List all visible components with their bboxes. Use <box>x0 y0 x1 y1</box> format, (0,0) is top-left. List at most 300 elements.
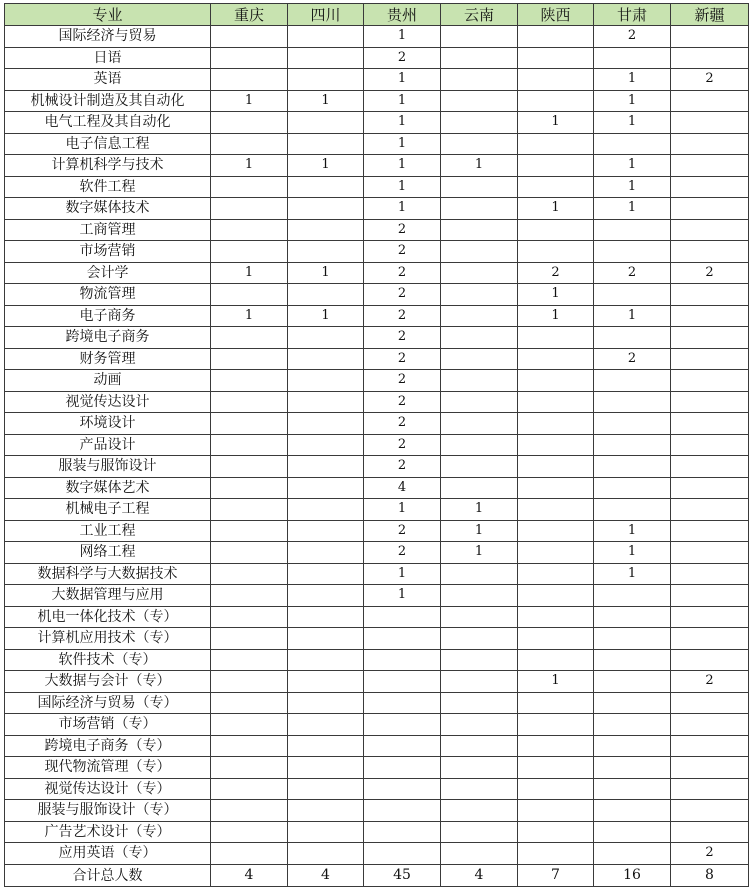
count-cell <box>671 26 749 48</box>
count-cell <box>671 348 749 370</box>
count-cell <box>594 800 671 822</box>
count-cell <box>671 585 749 607</box>
count-cell <box>594 456 671 478</box>
count-cell: 2 <box>594 262 671 284</box>
major-name-cell: 环境设计 <box>5 413 211 435</box>
table-row <box>5 391 749 413</box>
count-cell: 2 <box>518 262 594 284</box>
header-guizhou: 贵州 <box>364 4 441 26</box>
count-cell <box>441 778 518 800</box>
count-cell <box>441 649 518 671</box>
table-row <box>5 327 749 349</box>
count-cell <box>518 370 594 392</box>
total-cell: 45 <box>364 864 441 886</box>
count-cell <box>671 176 749 198</box>
count-cell <box>441 305 518 327</box>
count-cell: 1 <box>594 520 671 542</box>
count-cell <box>594 499 671 521</box>
table-row <box>5 649 749 671</box>
count-cell: 1 <box>288 262 364 284</box>
count-cell <box>211 757 288 779</box>
count-cell <box>441 413 518 435</box>
count-cell <box>211 563 288 585</box>
count-cell <box>288 477 364 499</box>
count-cell <box>211 176 288 198</box>
count-cell <box>441 606 518 628</box>
count-cell <box>211 800 288 822</box>
count-cell <box>441 671 518 693</box>
count-cell <box>441 69 518 91</box>
count-cell: 1 <box>594 155 671 177</box>
count-cell: 1 <box>364 133 441 155</box>
count-cell <box>364 606 441 628</box>
count-cell <box>594 477 671 499</box>
count-cell <box>671 563 749 585</box>
count-cell <box>441 821 518 843</box>
count-cell <box>441 585 518 607</box>
count-cell <box>441 843 518 865</box>
enrollment-table-container <box>4 3 748 887</box>
major-name-cell: 现代物流管理（专） <box>5 757 211 779</box>
count-cell <box>288 757 364 779</box>
count-cell <box>211 370 288 392</box>
count-cell <box>671 477 749 499</box>
count-cell <box>518 26 594 48</box>
count-cell <box>671 219 749 241</box>
major-name-cell: 财务管理 <box>5 348 211 370</box>
total-cell: 7 <box>518 864 594 886</box>
major-name-cell: 动画 <box>5 370 211 392</box>
count-cell <box>364 714 441 736</box>
count-cell <box>671 327 749 349</box>
count-cell <box>288 456 364 478</box>
total-label: 合计总人数 <box>5 864 211 886</box>
table-row <box>5 219 749 241</box>
table-row <box>5 735 749 757</box>
count-cell <box>288 219 364 241</box>
count-cell <box>364 628 441 650</box>
count-cell <box>211 499 288 521</box>
count-cell <box>288 692 364 714</box>
count-cell <box>288 391 364 413</box>
major-name-cell: 计算机应用技术（专） <box>5 628 211 650</box>
count-cell <box>211 778 288 800</box>
count-cell <box>441 133 518 155</box>
count-cell <box>518 456 594 478</box>
count-cell <box>671 692 749 714</box>
count-cell <box>518 714 594 736</box>
count-cell <box>671 821 749 843</box>
header-yunnan: 云南 <box>441 4 518 26</box>
table-row <box>5 628 749 650</box>
count-cell: 1 <box>364 26 441 48</box>
table-row <box>5 305 749 327</box>
count-cell <box>288 606 364 628</box>
count-cell <box>288 47 364 69</box>
count-cell <box>671 649 749 671</box>
count-cell: 1 <box>594 69 671 91</box>
major-name-cell: 软件工程 <box>5 176 211 198</box>
count-cell <box>518 585 594 607</box>
count-cell: 1 <box>364 90 441 112</box>
count-cell: 2 <box>364 370 441 392</box>
count-cell: 1 <box>594 563 671 585</box>
count-cell <box>518 800 594 822</box>
count-cell: 1 <box>211 305 288 327</box>
major-name-cell: 机械设计制造及其自动化 <box>5 90 211 112</box>
count-cell <box>441 714 518 736</box>
table-row <box>5 284 749 306</box>
major-name-cell: 机电一体化技术（专） <box>5 606 211 628</box>
count-cell <box>441 456 518 478</box>
table-row <box>5 692 749 714</box>
count-cell <box>518 391 594 413</box>
count-cell <box>288 370 364 392</box>
count-cell <box>594 649 671 671</box>
count-cell <box>288 69 364 91</box>
count-cell <box>671 90 749 112</box>
major-name-cell: 市场营销（专） <box>5 714 211 736</box>
count-cell <box>518 47 594 69</box>
table-row <box>5 542 749 564</box>
count-cell <box>288 434 364 456</box>
table-row <box>5 456 749 478</box>
count-cell <box>441 90 518 112</box>
table-row <box>5 563 749 585</box>
count-cell <box>518 133 594 155</box>
table-row <box>5 241 749 263</box>
count-cell <box>594 133 671 155</box>
count-cell <box>518 735 594 757</box>
count-cell <box>671 413 749 435</box>
count-cell <box>594 843 671 865</box>
count-cell <box>441 434 518 456</box>
count-cell <box>211 477 288 499</box>
major-name-cell: 工业工程 <box>5 520 211 542</box>
count-cell <box>288 198 364 220</box>
count-cell <box>288 520 364 542</box>
table-row <box>5 262 749 284</box>
table-row <box>5 606 749 628</box>
count-cell: 2 <box>364 348 441 370</box>
major-name-cell: 国际经济与贸易（专） <box>5 692 211 714</box>
count-cell <box>671 241 749 263</box>
count-cell <box>364 800 441 822</box>
header-chongqing: 重庆 <box>211 4 288 26</box>
table-row <box>5 112 749 134</box>
count-cell: 1 <box>594 112 671 134</box>
table-row <box>5 198 749 220</box>
header-gansu: 甘肃 <box>594 4 671 26</box>
major-name-cell: 电气工程及其自动化 <box>5 112 211 134</box>
count-cell: 1 <box>594 305 671 327</box>
count-cell <box>671 499 749 521</box>
table-row <box>5 370 749 392</box>
count-cell <box>364 757 441 779</box>
count-cell <box>211 542 288 564</box>
count-cell <box>211 843 288 865</box>
count-cell <box>518 176 594 198</box>
count-cell <box>441 692 518 714</box>
table-row <box>5 843 749 865</box>
table-row <box>5 757 749 779</box>
count-cell <box>518 219 594 241</box>
count-cell: 1 <box>211 155 288 177</box>
count-cell <box>441 757 518 779</box>
count-cell <box>594 327 671 349</box>
count-cell <box>441 327 518 349</box>
major-name-cell: 跨境电子商务 <box>5 327 211 349</box>
count-cell <box>518 649 594 671</box>
count-cell <box>518 477 594 499</box>
count-cell <box>518 563 594 585</box>
table-row <box>5 671 749 693</box>
header-xinjiang: 新疆 <box>671 4 749 26</box>
table-row <box>5 821 749 843</box>
count-cell <box>288 26 364 48</box>
major-name-cell: 机械电子工程 <box>5 499 211 521</box>
table-row <box>5 155 749 177</box>
count-cell <box>671 47 749 69</box>
major-name-cell: 网络工程 <box>5 542 211 564</box>
major-name-cell: 软件技术（专） <box>5 649 211 671</box>
count-cell <box>441 735 518 757</box>
major-name-cell: 日语 <box>5 47 211 69</box>
count-cell <box>441 348 518 370</box>
major-name-cell: 跨境电子商务（专） <box>5 735 211 757</box>
count-cell: 2 <box>671 69 749 91</box>
count-cell <box>594 692 671 714</box>
count-cell <box>211 735 288 757</box>
count-cell <box>288 671 364 693</box>
count-cell <box>671 800 749 822</box>
count-cell <box>441 391 518 413</box>
count-cell <box>518 90 594 112</box>
count-cell <box>671 112 749 134</box>
header-major: 专业 <box>5 4 211 26</box>
count-cell <box>518 843 594 865</box>
total-cell: 4 <box>288 864 364 886</box>
count-cell: 1 <box>364 155 441 177</box>
count-cell: 1 <box>364 112 441 134</box>
table-body <box>5 26 749 865</box>
count-cell <box>441 563 518 585</box>
count-cell: 1 <box>211 90 288 112</box>
total-row <box>5 864 749 886</box>
count-cell: 2 <box>364 219 441 241</box>
major-name-cell: 视觉传达设计（专） <box>5 778 211 800</box>
count-cell: 1 <box>594 198 671 220</box>
count-cell <box>518 821 594 843</box>
count-cell <box>211 47 288 69</box>
count-cell <box>288 348 364 370</box>
count-cell <box>211 198 288 220</box>
count-cell <box>671 606 749 628</box>
count-cell <box>594 413 671 435</box>
count-cell: 2 <box>364 241 441 263</box>
major-name-cell: 英语 <box>5 69 211 91</box>
table-row <box>5 69 749 91</box>
count-cell <box>518 69 594 91</box>
count-cell <box>671 155 749 177</box>
count-cell: 2 <box>364 391 441 413</box>
total-cell: 8 <box>671 864 749 886</box>
header-shaanxi: 陕西 <box>518 4 594 26</box>
count-cell: 1 <box>211 262 288 284</box>
count-cell <box>594 778 671 800</box>
table-row <box>5 348 749 370</box>
count-cell: 1 <box>288 90 364 112</box>
count-cell <box>441 262 518 284</box>
count-cell: 1 <box>518 671 594 693</box>
count-cell <box>671 714 749 736</box>
count-cell: 4 <box>364 477 441 499</box>
count-cell: 1 <box>364 499 441 521</box>
count-cell <box>288 241 364 263</box>
table-row <box>5 434 749 456</box>
count-cell <box>671 628 749 650</box>
count-cell <box>441 26 518 48</box>
count-cell <box>594 757 671 779</box>
count-cell <box>441 241 518 263</box>
table-row <box>5 714 749 736</box>
count-cell <box>441 477 518 499</box>
major-name-cell: 会计学 <box>5 262 211 284</box>
count-cell: 1 <box>441 155 518 177</box>
count-cell <box>441 628 518 650</box>
major-name-cell: 产品设计 <box>5 434 211 456</box>
count-cell <box>211 606 288 628</box>
count-cell <box>518 155 594 177</box>
count-cell: 1 <box>364 69 441 91</box>
major-name-cell: 数字媒体技术 <box>5 198 211 220</box>
count-cell <box>364 735 441 757</box>
major-name-cell: 服装与服饰设计（专） <box>5 800 211 822</box>
count-cell: 2 <box>364 284 441 306</box>
count-cell <box>594 606 671 628</box>
table-row <box>5 133 749 155</box>
count-cell <box>671 542 749 564</box>
count-cell <box>288 542 364 564</box>
count-cell <box>364 821 441 843</box>
count-cell <box>211 628 288 650</box>
count-cell: 2 <box>594 348 671 370</box>
header-row <box>5 4 749 26</box>
count-cell <box>364 649 441 671</box>
count-cell <box>671 778 749 800</box>
count-cell: 2 <box>364 47 441 69</box>
table-row <box>5 26 749 48</box>
major-name-cell: 广告艺术设计（专） <box>5 821 211 843</box>
count-cell: 2 <box>364 434 441 456</box>
header-sichuan: 四川 <box>288 4 364 26</box>
count-cell <box>594 628 671 650</box>
table-row <box>5 413 749 435</box>
count-cell <box>211 692 288 714</box>
count-cell <box>364 843 441 865</box>
count-cell <box>671 284 749 306</box>
count-cell <box>288 778 364 800</box>
count-cell <box>594 370 671 392</box>
count-cell <box>441 112 518 134</box>
count-cell <box>288 800 364 822</box>
count-cell <box>594 47 671 69</box>
major-name-cell: 国际经济与贸易 <box>5 26 211 48</box>
total-cell: 4 <box>441 864 518 886</box>
count-cell: 2 <box>671 262 749 284</box>
count-cell: 1 <box>594 542 671 564</box>
table-row <box>5 520 749 542</box>
total-cell: 4 <box>211 864 288 886</box>
count-cell <box>441 370 518 392</box>
count-cell <box>211 284 288 306</box>
count-cell <box>211 219 288 241</box>
count-cell <box>288 585 364 607</box>
count-cell <box>211 821 288 843</box>
count-cell <box>518 778 594 800</box>
count-cell <box>594 585 671 607</box>
major-name-cell: 服装与服饰设计 <box>5 456 211 478</box>
count-cell <box>211 649 288 671</box>
major-name-cell: 市场营销 <box>5 241 211 263</box>
count-cell: 1 <box>594 90 671 112</box>
major-name-cell: 数据科学与大数据技术 <box>5 563 211 585</box>
count-cell <box>211 585 288 607</box>
count-cell <box>211 133 288 155</box>
count-cell <box>671 370 749 392</box>
count-cell <box>211 391 288 413</box>
count-cell <box>594 821 671 843</box>
count-cell <box>518 499 594 521</box>
count-cell: 1 <box>518 305 594 327</box>
count-cell <box>441 284 518 306</box>
major-name-cell: 应用英语（专） <box>5 843 211 865</box>
major-name-cell: 物流管理 <box>5 284 211 306</box>
count-cell <box>671 133 749 155</box>
count-cell <box>211 434 288 456</box>
count-cell <box>211 413 288 435</box>
total-cell: 16 <box>594 864 671 886</box>
count-cell: 1 <box>364 176 441 198</box>
count-cell <box>594 391 671 413</box>
count-cell: 2 <box>364 413 441 435</box>
count-cell <box>594 735 671 757</box>
count-cell: 1 <box>441 499 518 521</box>
count-cell <box>211 69 288 91</box>
count-cell <box>518 327 594 349</box>
major-name-cell: 视觉传达设计 <box>5 391 211 413</box>
count-cell <box>211 714 288 736</box>
count-cell <box>671 757 749 779</box>
count-cell <box>518 757 594 779</box>
count-cell <box>288 563 364 585</box>
count-cell <box>671 735 749 757</box>
count-cell: 1 <box>518 284 594 306</box>
count-cell <box>211 520 288 542</box>
count-cell <box>441 47 518 69</box>
count-cell <box>288 112 364 134</box>
count-cell <box>288 628 364 650</box>
count-cell <box>518 628 594 650</box>
count-cell: 2 <box>671 843 749 865</box>
count-cell <box>671 198 749 220</box>
count-cell <box>671 520 749 542</box>
major-name-cell: 电子商务 <box>5 305 211 327</box>
count-cell <box>364 692 441 714</box>
count-cell: 1 <box>518 198 594 220</box>
count-cell <box>671 305 749 327</box>
major-name-cell: 计算机科学与技术 <box>5 155 211 177</box>
